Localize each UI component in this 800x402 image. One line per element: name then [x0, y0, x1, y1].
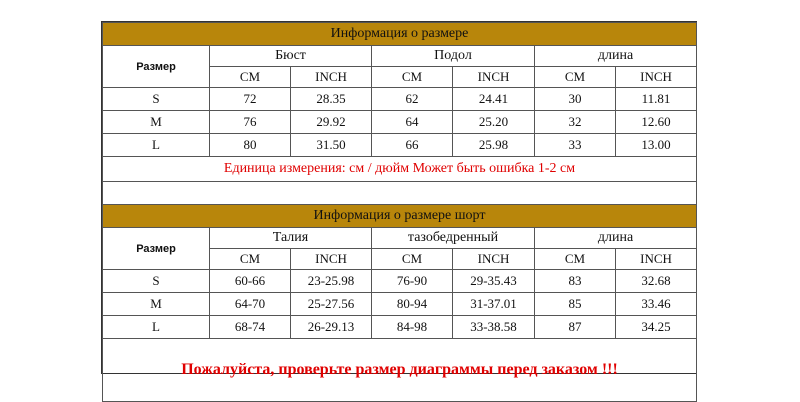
unit-inch: INCH	[453, 67, 535, 88]
table2-title: Информация о размере шорт	[103, 205, 697, 228]
value-cell: 26-29.13	[291, 316, 372, 339]
table1-group-bust: Бюст	[210, 46, 372, 67]
value-cell: 64-70	[210, 293, 291, 316]
size-cell: L	[103, 134, 210, 157]
table1-group-row	[103, 46, 697, 67]
unit-cm: CM	[372, 249, 453, 270]
table1-note-row	[103, 157, 697, 182]
table-row	[103, 270, 697, 293]
table-row	[103, 316, 697, 339]
table-row	[103, 111, 697, 134]
value-cell: 76-90	[372, 270, 453, 293]
value-cell: 25.20	[453, 111, 535, 134]
value-cell: 25-27.56	[291, 293, 372, 316]
unit-inch: INCH	[453, 249, 535, 270]
value-cell: 84-98	[372, 316, 453, 339]
table-row	[103, 134, 697, 157]
table1-group-hem: Подол	[372, 46, 535, 67]
size-cell: S	[103, 270, 210, 293]
size-cell: M	[103, 111, 210, 134]
spacer-row	[103, 182, 697, 205]
value-cell: 29.92	[291, 111, 372, 134]
table1-title-row	[103, 23, 697, 46]
size-cell: L	[103, 316, 210, 339]
table2-title-row	[103, 205, 697, 228]
value-cell: 33.46	[616, 293, 697, 316]
table2-size-label: Размер	[103, 228, 210, 270]
value-cell: 62	[372, 88, 453, 111]
table1-title: Информация о размере	[103, 23, 697, 46]
table2-group-length: длина	[535, 228, 697, 249]
value-cell: 34.25	[616, 316, 697, 339]
value-cell: 23-25.98	[291, 270, 372, 293]
size-chart	[101, 21, 697, 378]
value-cell: 25.98	[453, 134, 535, 157]
value-cell: 30	[535, 88, 616, 111]
value-cell: 29-35.43	[453, 270, 535, 293]
table2-group-waist: Талия	[210, 228, 372, 249]
value-cell: 66	[372, 134, 453, 157]
value-cell: 80-94	[372, 293, 453, 316]
value-cell: 31.50	[291, 134, 372, 157]
value-cell: 11.81	[616, 88, 697, 111]
unit-cm: CM	[535, 67, 616, 88]
table-row	[103, 293, 697, 316]
unit-cm: CM	[210, 249, 291, 270]
unit-inch: INCH	[616, 249, 697, 270]
value-cell: 12.60	[616, 111, 697, 134]
value-cell: 32.68	[616, 270, 697, 293]
check-size-warning: Пожалуйста, проверьте размер диаграммы перед заказом !!!	[103, 339, 697, 402]
table-row	[103, 88, 697, 111]
value-cell: 31-37.01	[453, 293, 535, 316]
size-cell: M	[103, 293, 210, 316]
table2-group-hip: тазобедренный	[372, 228, 535, 249]
spacer-cell	[103, 182, 697, 205]
value-cell: 83	[535, 270, 616, 293]
value-cell: 64	[372, 111, 453, 134]
value-cell: 32	[535, 111, 616, 134]
unit-inch: INCH	[291, 67, 372, 88]
table1-size-label: Размер	[103, 46, 210, 88]
unit-cm: CM	[372, 67, 453, 88]
table1-group-length: длина	[535, 46, 697, 67]
value-cell: 68-74	[210, 316, 291, 339]
measurement-note: Единица измерения: см / дюйм Может быть ошибка 1-2 см	[103, 157, 697, 182]
value-cell: 80	[210, 134, 291, 157]
value-cell: 60-66	[210, 270, 291, 293]
unit-cm: CM	[210, 67, 291, 88]
footer-row	[103, 339, 697, 402]
value-cell: 87	[535, 316, 616, 339]
value-cell: 33	[535, 134, 616, 157]
table2-group-row	[103, 228, 697, 249]
value-cell: 72	[210, 88, 291, 111]
value-cell: 33-38.58	[453, 316, 535, 339]
value-cell: 28.35	[291, 88, 372, 111]
size-table	[102, 22, 697, 402]
unit-cm: CM	[535, 249, 616, 270]
value-cell: 85	[535, 293, 616, 316]
size-cell: S	[103, 88, 210, 111]
unit-inch: INCH	[291, 249, 372, 270]
value-cell: 24.41	[453, 88, 535, 111]
value-cell: 13.00	[616, 134, 697, 157]
unit-inch: INCH	[616, 67, 697, 88]
value-cell: 76	[210, 111, 291, 134]
